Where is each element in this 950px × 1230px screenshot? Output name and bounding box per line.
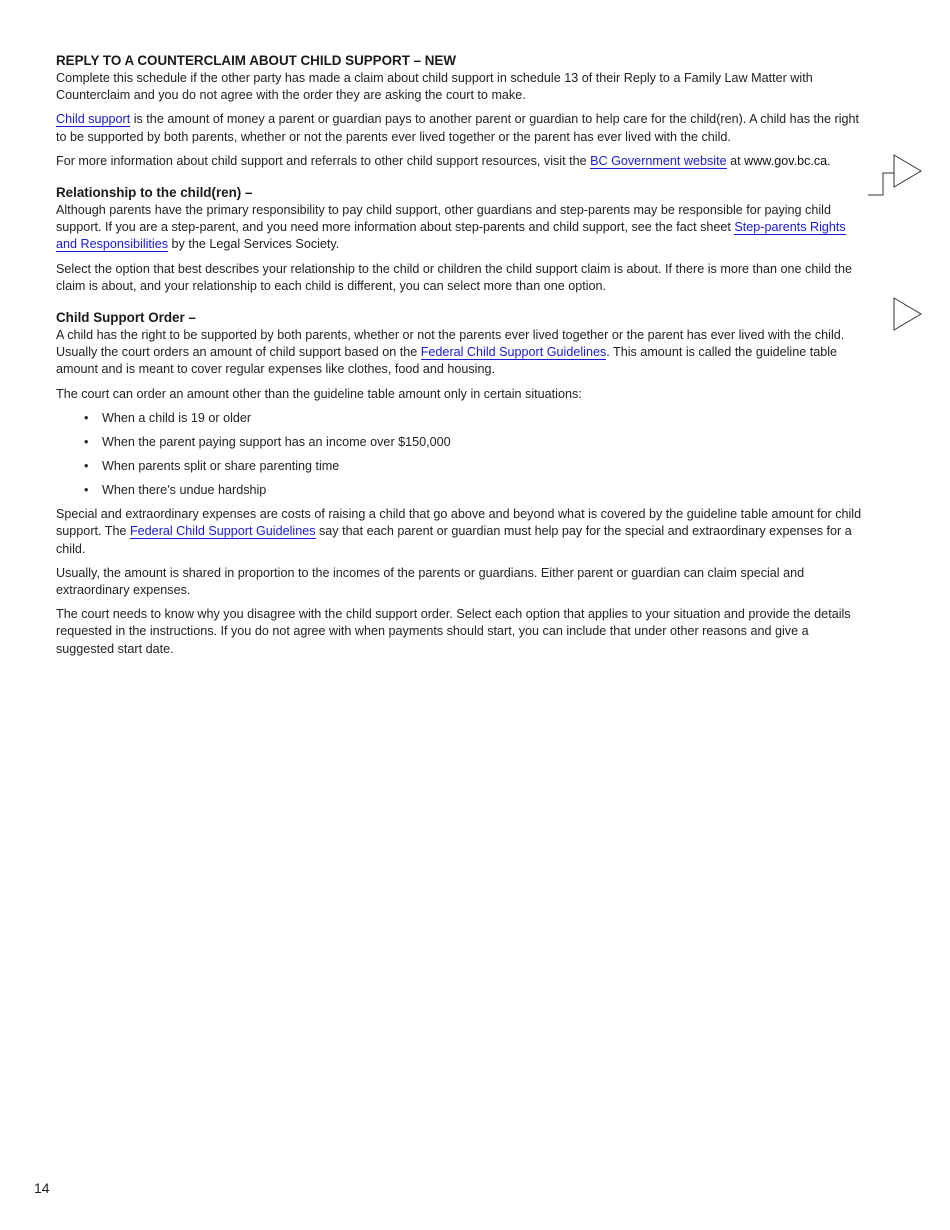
order-text: A child has the right to be supported by both parents, whether or not the parents ever lived together or the parent has ever lived with the child. Usually the court orders an amount of child support based on the	[56, 328, 845, 360]
list-item: • When the parent paying support has an income over $150,000	[56, 434, 862, 451]
order-paragraph-4: Usually, the amount is shared in proportion to the incomes of the parents or guardians. Either parent or guardian can claim special and extraordinary expenses.	[56, 565, 805, 598]
page-content	[56, 52, 862, 665]
more-info-text: For more information about child support and referrals to other child support resources, visit the	[56, 153, 591, 168]
list-item: • When there’s undue hardship	[56, 482, 862, 499]
step-arrow-marker-icon	[864, 150, 924, 198]
intro-paragraph: Complete this schedule if the other party has made a claim about child support in schedule 13 of their Reply to a Family Law Matter with Counterclaim and you do not agree with the order they are asking the court to make.	[56, 71, 813, 103]
gov-bc-url: www.gov.bc.ca	[744, 153, 828, 168]
federal-guidelines-link[interactable]: Federal Child Support Guidelines	[420, 345, 607, 360]
relationship-paragraph-2: Select the option that best describes your relationship to the child or children the child support claim is about. If there is more than one child the claim is about, and your relationship to each child is different, you can select more than one option.	[56, 261, 852, 293]
relationship-text: Although parents have the primary responsibility to pay child support, other guardians and step-parents may be responsible for paying child support. If you are a step-parent, and you need more information about step-parents and child support, see the fact sheet	[56, 203, 831, 235]
expenses-text-end: say that each parent or guardian must help pay for the special and extraordinary expenses for a child.	[56, 524, 852, 556]
relationship-heading: Relationship to the child(ren) –	[56, 185, 253, 201]
more-info-period: .	[827, 153, 831, 168]
page-heading: REPLY TO A COUNTERCLAIM ABOUT CHILD SUPPORT – NEW	[56, 53, 457, 68]
more-info-paragraph	[56, 153, 862, 170]
order-paragraph-3	[56, 506, 862, 558]
expenses-text: Special and extraordinary expenses are costs of raising a child that go above and beyond what is covered by the guideline table amount for child support. The	[56, 507, 862, 539]
more-info-at: at	[726, 153, 745, 168]
definition-paragraph	[56, 111, 862, 145]
page-number: 14	[34, 1180, 50, 1196]
definition-text: is the amount of money a parent or guardian pays to another parent or guardian to help care for the child(ren). A child has the right to be supported by both parents, whether or not the parents ever lived together or the parent has ever lived with the child.	[56, 112, 859, 144]
child-support-link[interactable]: Child support	[56, 112, 131, 127]
order-paragraph-2: The court can order an amount other than the guideline table amount only in certain situations:	[56, 386, 582, 401]
order-paragraph-1	[56, 327, 862, 379]
situations-list	[56, 410, 862, 499]
list-item: • When a child is 19 or older	[56, 410, 862, 427]
federal-guidelines-link-2[interactable]: Federal Child Support Guidelines	[129, 524, 316, 539]
step-parents-rights-link[interactable]: Step-parents Rights and Responsibilities	[56, 220, 846, 252]
bc-government-website-link[interactable]: BC Government website	[590, 153, 727, 168]
order-paragraph-5: The court needs to know why you disagree with the child support order. Select each option that applies to your situation and provide the details requested in the instructions. If you do not agree with when payments should start, you can include that under other reasons and give a suggested start date.	[56, 607, 851, 656]
arrow-marker-icon	[890, 296, 926, 332]
order-text-end: . This amount is called the guideline table amount and is meant to cover regular expenses like clothes, food and housing.	[56, 345, 838, 377]
list-item: • When parents split or share parenting time	[56, 458, 862, 475]
relationship-text-end: by the Legal Services Society.	[168, 237, 340, 252]
child-support-order-heading: Child Support Order –	[56, 310, 196, 326]
relationship-paragraph-1	[56, 202, 862, 254]
